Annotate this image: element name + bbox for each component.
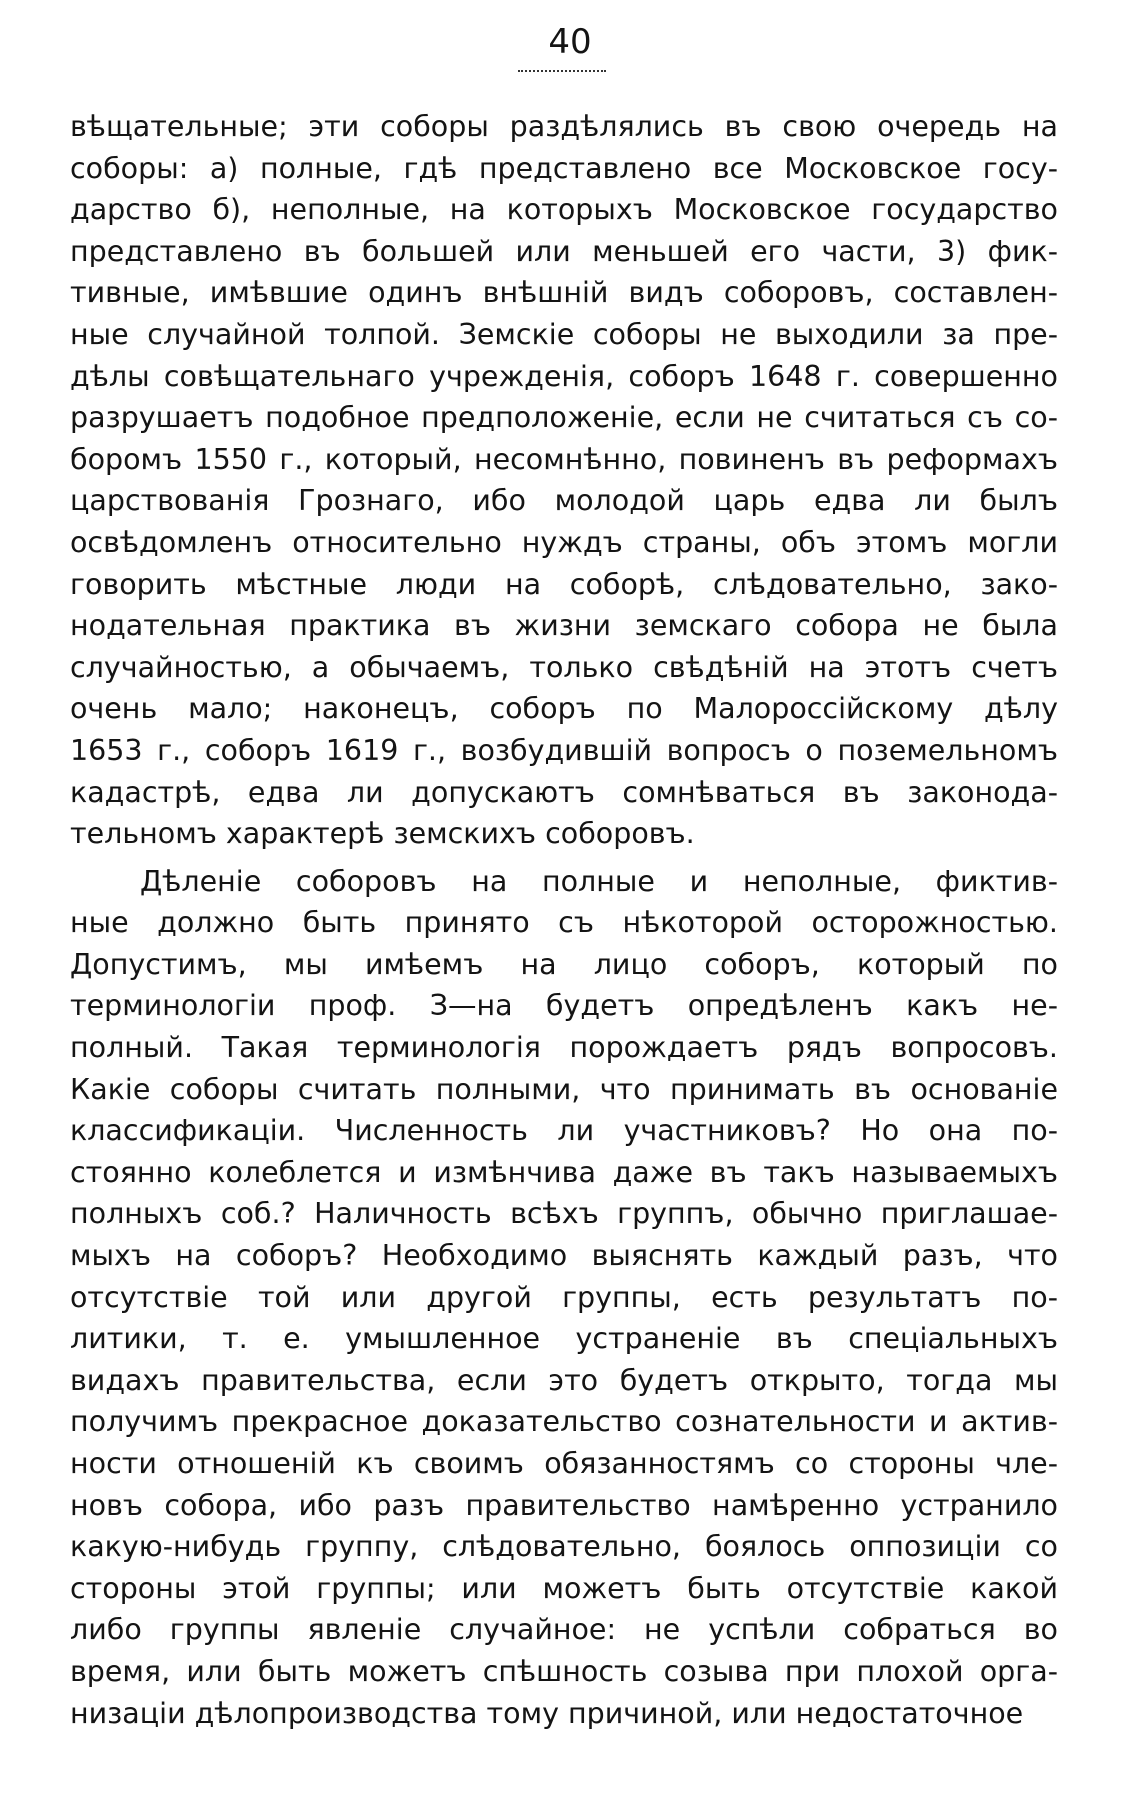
text-line: полныхъ соб.? Наличность всѣхъ группъ, обычно приглашае-: [70, 1197, 1058, 1231]
page-number-underline: [518, 70, 606, 72]
text-line: либо группы явленіе случайное: не успѣли собраться во: [70, 1613, 1058, 1647]
text-line: ные случайной толпой. Земскіе соборы не выходили за пре-: [70, 317, 1058, 351]
text-line: освѣдомленъ относительно нуждъ страны, объ этомъ могли: [70, 525, 1058, 559]
body-text: [70, 106, 1058, 1734]
text-line: видахъ правительства, если это будетъ открыто, тогда мы: [70, 1363, 1058, 1397]
text-line: отсутствіе той или другой группы, есть результатъ по-: [70, 1280, 1058, 1314]
text-line: получимъ прекрасное доказательство сознательности и актив-: [70, 1405, 1058, 1439]
text-line: дарство б), неполные, на которыхъ Московское государство: [70, 193, 1058, 227]
text-line: соборы: а) полные, гдѣ представлено все Московское госу-: [70, 151, 1058, 185]
text-line: кадастрѣ, едва ли допускаютъ сомнѣваться въ законода-: [70, 775, 1058, 809]
text-line: случайностью, а обычаемъ, только свѣдѣній на этотъ счетъ: [70, 650, 1058, 684]
text-line: тельномъ характерѣ земскихъ соборовъ.: [70, 817, 695, 851]
text-line: время, или быть можетъ спѣшность созыва при плохой орга-: [70, 1654, 1058, 1688]
text-line: стоянно колеблется и измѣнчива даже въ такъ называемыхъ: [70, 1155, 1058, 1189]
text-line: боромъ 1550 г., который, несомнѣнно, повиненъ въ реформахъ: [70, 442, 1058, 476]
text-line: нодательная практика въ жизни земскаго собора не была: [70, 609, 1058, 643]
text-line: говорить мѣстные люди на соборѣ, слѣдовательно, зако-: [70, 567, 1058, 601]
text-line: представлено въ большей или меньшей его части, 3) фик-: [70, 234, 1058, 268]
text-line: какую-нибудь группу, слѣдовательно, боялось оппозиціи со: [70, 1530, 1058, 1564]
text-line: Допустимъ, мы имѣемъ на лицо соборъ, который по: [70, 947, 1058, 981]
text-line: новъ собора, ибо разъ правительство намѣренно устранило: [70, 1488, 1058, 1522]
text-line: низаціи дѣлопроизводства тому причиной, или недостаточное: [70, 1696, 1024, 1730]
page-number: 40: [548, 22, 592, 62]
text-line: литики, т. е. умышленное устраненіе въ спеціальныхъ: [70, 1322, 1058, 1356]
text-line: полный. Такая терминологія порождаетъ рядъ вопросовъ.: [70, 1031, 1058, 1065]
text-line: дѣлы совѣщательнаго учрежденія, соборъ 1648 г. совершенно: [70, 359, 1058, 393]
text-line: классификаціи. Численность ли участниковъ? Но она по-: [70, 1114, 1058, 1148]
text-line: тивные, имѣвшие одинъ внѣшній видъ соборовъ, составлен-: [70, 276, 1058, 310]
text-line: ные должно быть принято съ нѣкоторой осторожностью.: [70, 906, 1058, 940]
text-line: мыхъ на соборъ? Необходимо выяснять каждый разъ, что: [70, 1239, 1058, 1273]
text-line: 1653 г., соборъ 1619 г., возбудившій вопросъ о поземельномъ: [70, 733, 1058, 767]
text-line: вѣщательные; эти соборы раздѣлялись въ свою очередь на: [70, 110, 1058, 143]
text-line: стороны этой группы; или можетъ быть отсутствіе какой: [70, 1571, 1058, 1605]
paragraph: [70, 861, 1058, 1734]
paragraph: [70, 106, 1058, 855]
text-line: Дѣленіе соборовъ на полные и неполные, фиктив-: [140, 864, 1058, 898]
text-line: очень мало; наконецъ, соборъ по Малороссійскому дѣлу: [70, 692, 1058, 726]
text-line: Какіе соборы считать полными, что принимать въ основаніе: [70, 1072, 1058, 1106]
text-line: царствованія Грознаго, ибо молодой царь едва ли былъ: [70, 484, 1058, 518]
text-line: разрушаетъ подобное предположеніе, если не считаться съ со-: [70, 401, 1058, 435]
text-line: терминологіи проф. З—на будетъ опредѣленъ какъ не-: [70, 989, 1058, 1023]
text-line: ности отношеній къ своимъ обязанностямъ со стороны чле-: [70, 1447, 1058, 1480]
